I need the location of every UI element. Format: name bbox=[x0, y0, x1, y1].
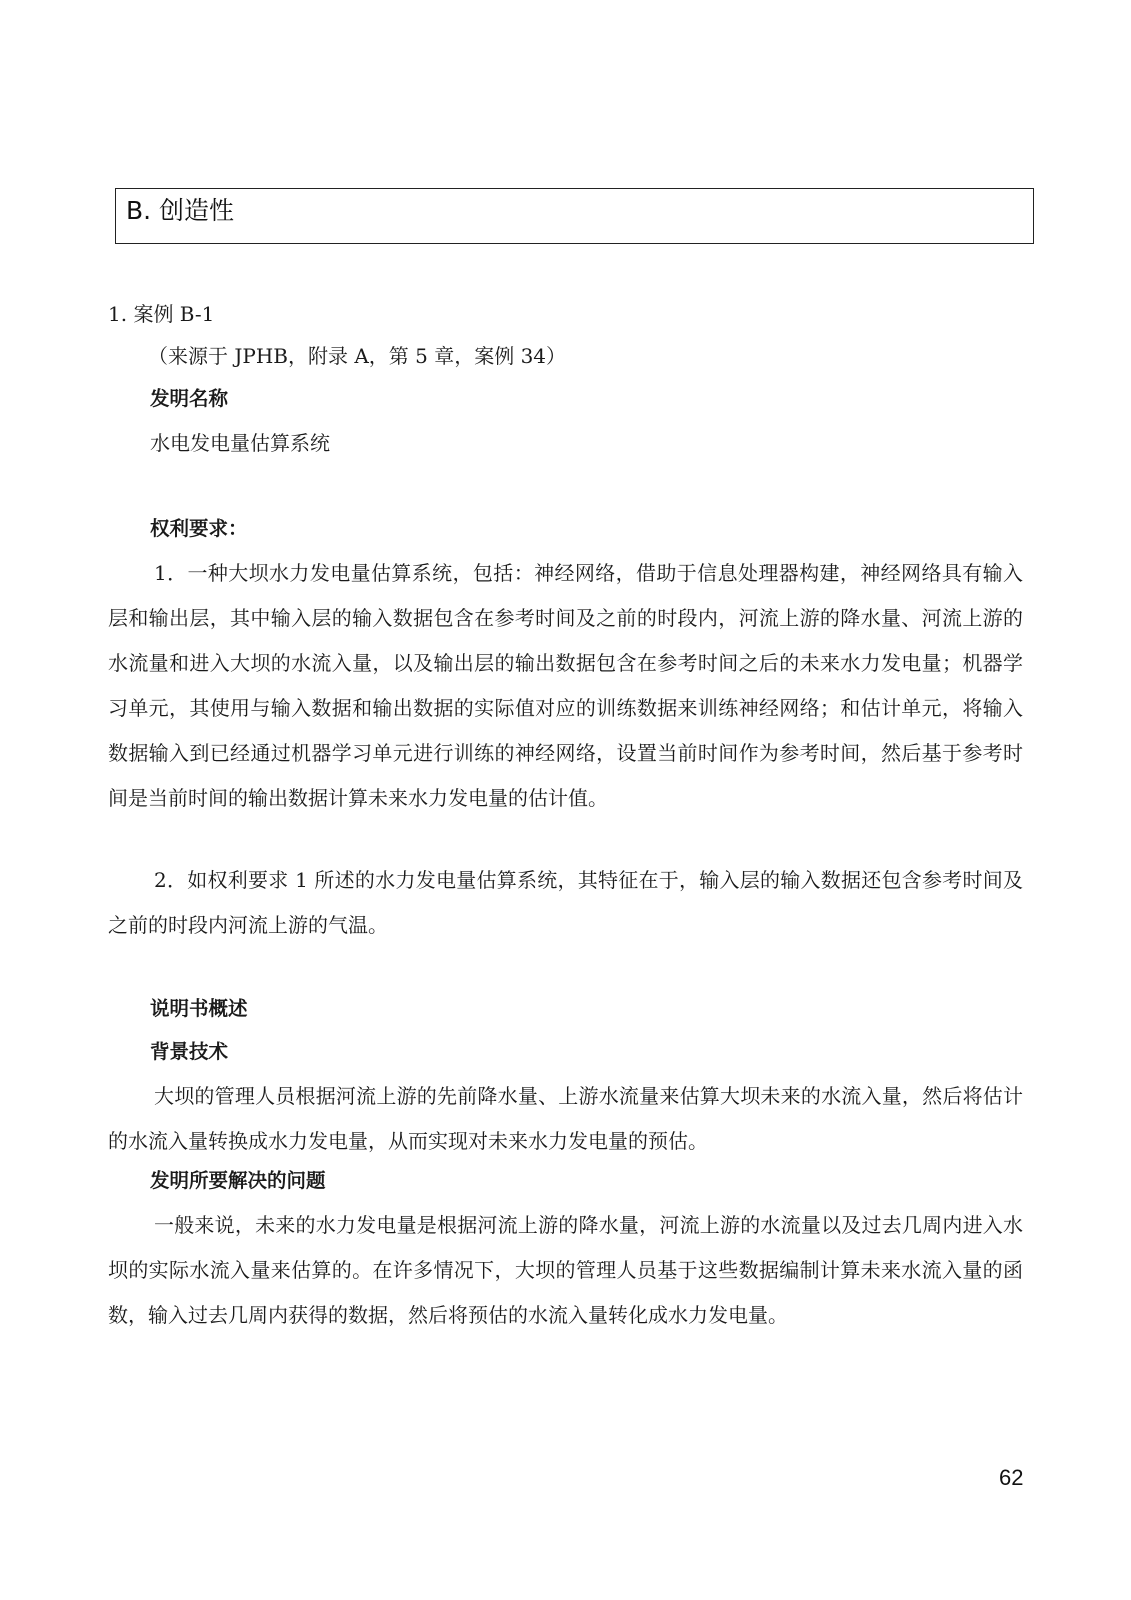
background-heading: 背景技术 bbox=[150, 1040, 229, 1063]
description-heading: 说明书概述 bbox=[150, 997, 248, 1020]
page-number: 62 bbox=[999, 1465, 1024, 1490]
claim-1: 1．一种大坝水力发电量估算系统，包括：神经网络，借助于信息处理器构建，神经网络具有输入层和输出层，其中输入层的输入数据包含在参考时间及之前的时段内，河流上游的降水量、河流上游的水流量和进入大坝的水流入量，以及输出层的输出数据包含在参考时间之后的未来水力发电量；机器学习单元，其使用与输入数据和输出数据的实际值对应的训练数据来训练神经网络；和估计单元，将输入数据输入到已经通过机器学习单元进行训练的神经网络，设置当前时间作为参考时间，然后基于参考时间是当前时间的输出数据计算未来水力发电量的估计值。 bbox=[108, 561, 1023, 810]
problem-text: 一般来说，未来的水力发电量是根据河流上游的降水量，河流上游的水流量以及过去几周内进入水坝的实际水流入量来估算的。在许多情况下，大坝的管理人员基于这些数据编制计算未来水流入量的函数，输入过去几周内获得的数据，然后将预估的水流入量转化成水力发电量。 bbox=[108, 1213, 1023, 1327]
problem-heading: 发明所要解决的问题 bbox=[150, 1169, 326, 1192]
claims-heading: 权利要求： bbox=[150, 517, 248, 540]
case-source: （来源于 JPHB，附录 A，第 5 章，案例 34） bbox=[148, 344, 567, 368]
claim-2: 2．如权利要求 1 所述的水力发电量估算系统，其特征在于，输入层的输入数据还包含参考时间及之前的时段内河流上游的气温。 bbox=[108, 868, 1023, 937]
section-header-box bbox=[115, 188, 1034, 244]
invention-title-heading: 发明名称 bbox=[150, 387, 229, 410]
case-title: 1. 案例 B-1 bbox=[108, 302, 215, 326]
section-title: B. 创造性 bbox=[126, 196, 235, 225]
invention-title-text: 水电发电量估算系统 bbox=[150, 431, 330, 455]
background-text: 大坝的管理人员根据河流上游的先前降水量、上游水流量来估算大坝未来的水流入量，然后将估计的水流入量转换成水力发电量，从而实现对未来水力发电量的预估。 bbox=[108, 1084, 1023, 1153]
